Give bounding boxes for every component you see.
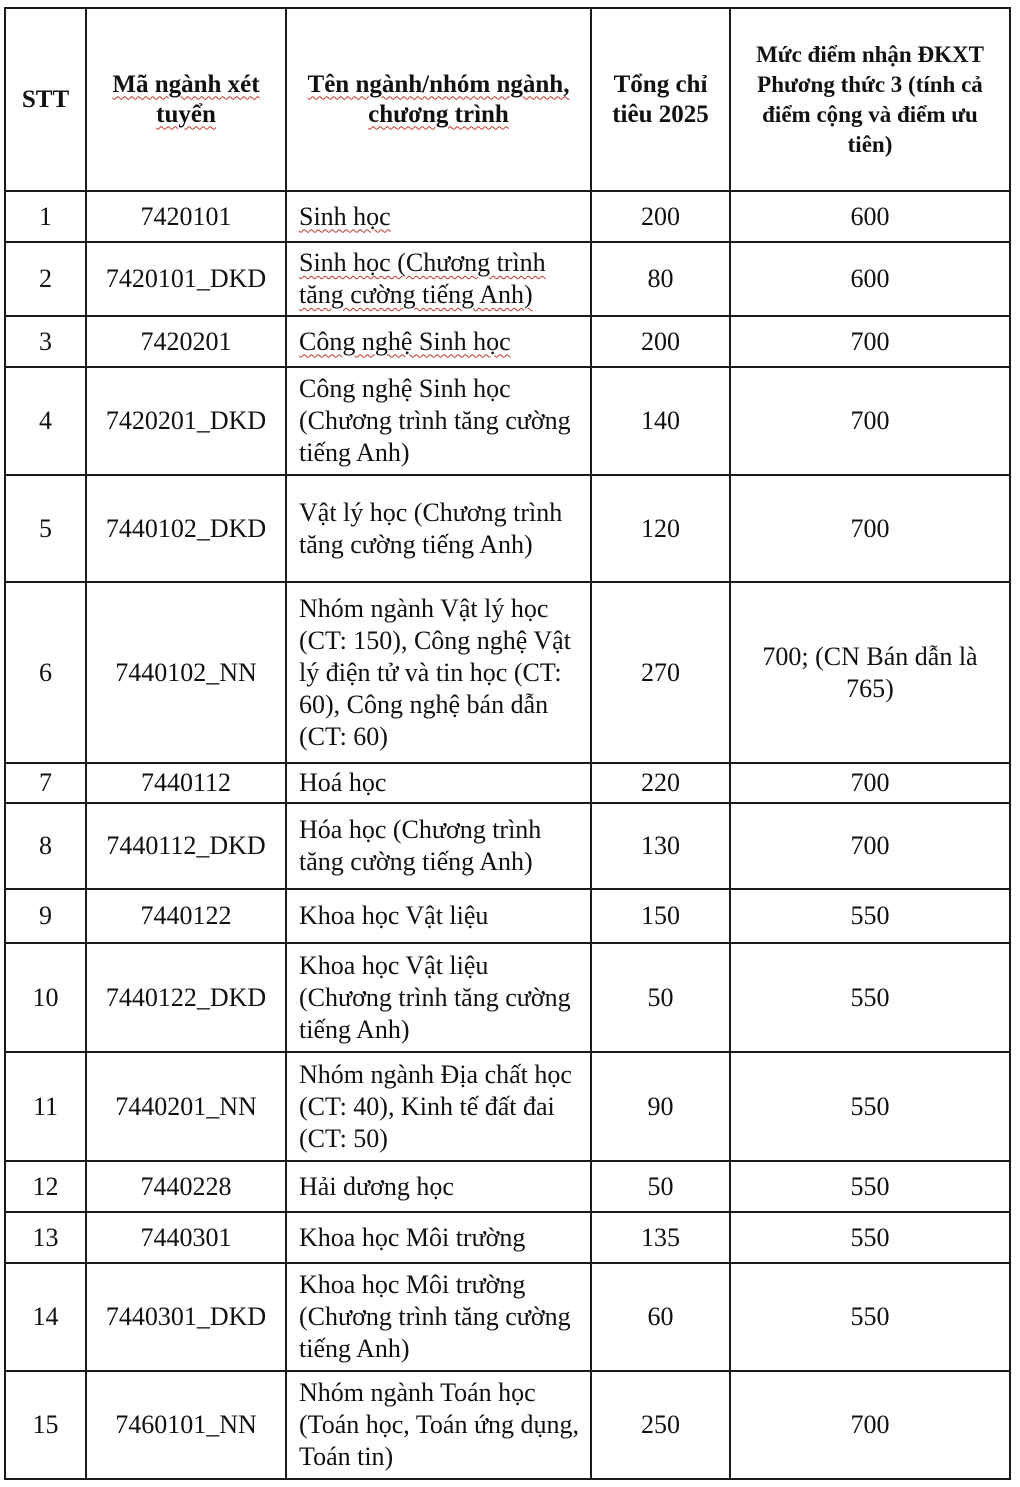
cell-name: Công nghệ Sinh học (Chương trình tăng cường tiếng Anh) xyxy=(286,367,591,475)
cell-code: 7440201_NN xyxy=(86,1052,286,1161)
cell-stt: 15 xyxy=(5,1371,86,1479)
cell-name: Nhóm ngành Toán học (Toán học, Toán ứng dụng, Toán tin) xyxy=(286,1371,591,1479)
table-row xyxy=(5,1263,1010,1371)
cell-score: 700 xyxy=(730,475,1010,582)
cell-code: 7440102_DKD xyxy=(86,475,286,582)
table-row xyxy=(5,1052,1010,1161)
cell-stt: 2 xyxy=(5,242,86,316)
cell-score: 700 xyxy=(730,1371,1010,1479)
header-row xyxy=(5,8,1010,191)
cell-quota: 90 xyxy=(591,1052,730,1161)
cell-name: Khoa học Môi trường xyxy=(286,1212,591,1263)
cell-name: Khoa học Vật liệu (Chương trình tăng cường tiếng Anh) xyxy=(286,943,591,1052)
cell-code: 7420201_DKD xyxy=(86,367,286,475)
cell-quota: 150 xyxy=(591,889,730,943)
table-row xyxy=(5,242,1010,316)
cell-score: 550 xyxy=(730,1263,1010,1371)
cell-score: 550 xyxy=(730,1212,1010,1263)
table-row xyxy=(5,1212,1010,1263)
cell-name: Sinh học (Chương trình tăng cường tiếng Anh) xyxy=(286,242,591,316)
cell-quota: 50 xyxy=(591,943,730,1052)
cell-code: 7440122 xyxy=(86,889,286,943)
table-row xyxy=(5,889,1010,943)
cell-code: 7440112 xyxy=(86,763,286,803)
cell-quota: 60 xyxy=(591,1263,730,1371)
cell-code: 7440102_NN xyxy=(86,582,286,763)
cell-score: 700 xyxy=(730,763,1010,803)
cell-quota: 220 xyxy=(591,763,730,803)
cell-stt: 12 xyxy=(5,1161,86,1212)
cell-code: 7440301 xyxy=(86,1212,286,1263)
cell-code: 7420201 xyxy=(86,316,286,367)
cell-score: 700; (CN Bán dẫn là 765) xyxy=(730,582,1010,763)
cell-stt: 10 xyxy=(5,943,86,1052)
cell-name: Vật lý học (Chương trình tăng cường tiếng Anh) xyxy=(286,475,591,582)
cell-name: Khoa học Môi trường (Chương trình tăng cường tiếng Anh) xyxy=(286,1263,591,1371)
header-stt: STT xyxy=(5,8,86,191)
cell-code: 7460101_NN xyxy=(86,1371,286,1479)
cell-quota: 50 xyxy=(591,1161,730,1212)
cell-quota: 80 xyxy=(591,242,730,316)
table-row xyxy=(5,763,1010,803)
cell-code: 7440122_DKD xyxy=(86,943,286,1052)
cell-quota: 130 xyxy=(591,803,730,889)
cell-score: 700 xyxy=(730,367,1010,475)
cell-quota: 200 xyxy=(591,316,730,367)
cell-score: 550 xyxy=(730,943,1010,1052)
cell-stt: 9 xyxy=(5,889,86,943)
cell-score: 600 xyxy=(730,242,1010,316)
cell-quota: 135 xyxy=(591,1212,730,1263)
table-row xyxy=(5,943,1010,1052)
cell-code: 7420101 xyxy=(86,191,286,242)
cell-stt: 13 xyxy=(5,1212,86,1263)
cell-stt: 14 xyxy=(5,1263,86,1371)
cell-score: 550 xyxy=(730,889,1010,943)
cell-code: 7420101_DKD xyxy=(86,242,286,316)
cell-name: Sinh học xyxy=(286,191,591,242)
header-name: Tên ngành/nhóm ngành, chương trình xyxy=(286,8,591,191)
table-row xyxy=(5,582,1010,763)
cell-code: 7440228 xyxy=(86,1161,286,1212)
cell-quota: 270 xyxy=(591,582,730,763)
cell-code: 7440301_DKD xyxy=(86,1263,286,1371)
cell-stt: 5 xyxy=(5,475,86,582)
table-row xyxy=(5,803,1010,889)
cell-stt: 3 xyxy=(5,316,86,367)
cell-name: Hoá học xyxy=(286,763,591,803)
cell-score: 600 xyxy=(730,191,1010,242)
cell-name: Hóa học (Chương trình tăng cường tiếng Anh) xyxy=(286,803,591,889)
cell-quota: 200 xyxy=(591,191,730,242)
cell-quota: 250 xyxy=(591,1371,730,1479)
cell-quota: 140 xyxy=(591,367,730,475)
table-row xyxy=(5,1371,1010,1479)
admission-table xyxy=(4,7,1011,1480)
cell-stt: 7 xyxy=(5,763,86,803)
cell-quota: 120 xyxy=(591,475,730,582)
cell-score: 700 xyxy=(730,803,1010,889)
cell-code: 7440112_DKD xyxy=(86,803,286,889)
cell-name: Công nghệ Sinh học xyxy=(286,316,591,367)
header-score: Mức điểm nhận ĐKXT Phương thức 3 (tính cả điểm cộng và điểm ưu tiên) xyxy=(730,8,1010,191)
table-row xyxy=(5,316,1010,367)
header-quota: Tổng chỉ tiêu 2025 xyxy=(591,8,730,191)
cell-score: 550 xyxy=(730,1161,1010,1212)
cell-stt: 8 xyxy=(5,803,86,889)
cell-stt: 4 xyxy=(5,367,86,475)
cell-stt: 1 xyxy=(5,191,86,242)
cell-stt: 6 xyxy=(5,582,86,763)
cell-name: Khoa học Vật liệu xyxy=(286,889,591,943)
cell-name: Nhóm ngành Vật lý học (CT: 150), Công nghệ Vật lý điện tử và tin học (CT: 60), Công nghệ bán dẫn (CT: 60) xyxy=(286,582,591,763)
cell-score: 700 xyxy=(730,316,1010,367)
cell-name: Nhóm ngành Địa chất học (CT: 40), Kinh tế đất đai (CT: 50) xyxy=(286,1052,591,1161)
table-row xyxy=(5,1161,1010,1212)
header-code: Mã ngành xét tuyển xyxy=(86,8,286,191)
table-row xyxy=(5,475,1010,582)
cell-name: Hải dương học xyxy=(286,1161,591,1212)
cell-score: 550 xyxy=(730,1052,1010,1161)
cell-stt: 11 xyxy=(5,1052,86,1161)
table-row xyxy=(5,191,1010,242)
table-row xyxy=(5,367,1010,475)
